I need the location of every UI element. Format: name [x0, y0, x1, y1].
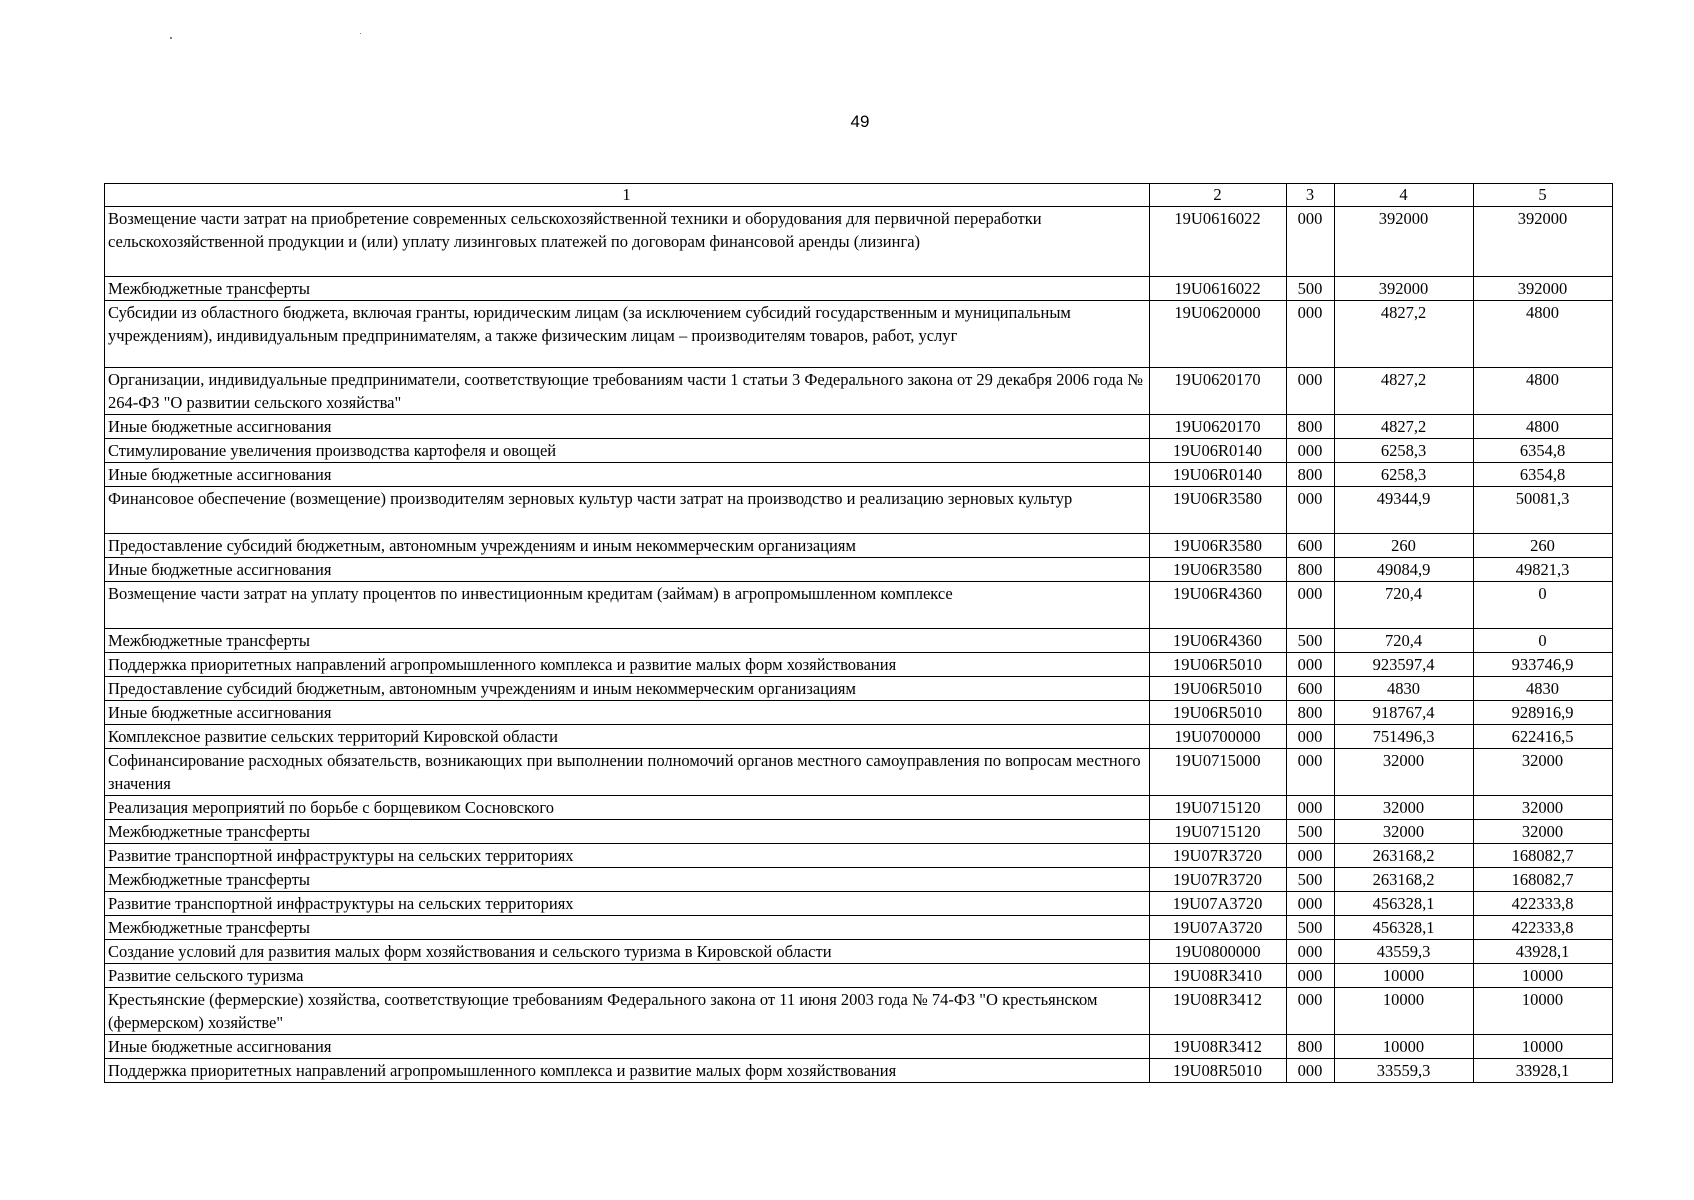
table-row [105, 487, 1613, 534]
table-row [105, 1059, 1613, 1083]
row-amount-1-cell: 43559,3 [1335, 940, 1474, 964]
row-amount-1-cell: 923597,4 [1335, 653, 1474, 677]
row-amount-2-cell: 928916,9 [1474, 701, 1613, 725]
row-amount-2-cell: 43928,1 [1474, 940, 1613, 964]
row-code-cell: 19U0620170 [1150, 368, 1287, 415]
table-row [105, 629, 1613, 653]
row-expense-type-cell: 000 [1287, 207, 1335, 277]
row-amount-1-cell: 260 [1335, 534, 1474, 558]
page-number: 49 [850, 112, 870, 131]
row-name-cell: Возмещение части затрат на приобретение современных сельскохозяйственной техники и оборудования для первичной переработки сельскохозяйственной продукции и (или) уплату лизинговых платежей по договорам финансовой аренды (лизинга) [105, 207, 1150, 277]
row-expense-type-cell: 000 [1287, 1059, 1335, 1083]
row-code-cell: 19U07A3720 [1150, 916, 1287, 940]
table-row [105, 725, 1613, 749]
row-amount-2-cell: 168082,7 [1474, 844, 1613, 868]
scan-speck [360, 33, 361, 34]
row-amount-2-cell: 392000 [1474, 277, 1613, 301]
row-amount-2-cell: 422333,8 [1474, 892, 1613, 916]
row-amount-1-cell: 392000 [1335, 207, 1474, 277]
row-amount-1-cell: 918767,4 [1335, 701, 1474, 725]
row-amount-1-cell: 720,4 [1335, 582, 1474, 629]
row-amount-1-cell: 49344,9 [1335, 487, 1474, 534]
row-name-cell: Иные бюджетные ассигнования [105, 415, 1150, 439]
header-col-5: 5 [1474, 184, 1613, 207]
row-name-cell: Межбюджетные трансферты [105, 868, 1150, 892]
table-row [105, 558, 1613, 582]
table-row [105, 207, 1613, 277]
row-expense-type-cell: 600 [1287, 677, 1335, 701]
row-expense-type-cell: 000 [1287, 964, 1335, 988]
table-row [105, 463, 1613, 487]
row-expense-type-cell: 000 [1287, 796, 1335, 820]
row-code-cell: 19U06R3580 [1150, 558, 1287, 582]
table-row [105, 964, 1613, 988]
table-row [105, 677, 1613, 701]
row-amount-1-cell: 10000 [1335, 1035, 1474, 1059]
row-amount-2-cell: 392000 [1474, 207, 1613, 277]
row-expense-type-cell: 600 [1287, 534, 1335, 558]
row-expense-type-cell: 500 [1287, 868, 1335, 892]
row-amount-1-cell: 456328,1 [1335, 892, 1474, 916]
table-row [105, 415, 1613, 439]
row-amount-1-cell: 49084,9 [1335, 558, 1474, 582]
table-row [105, 277, 1613, 301]
header-col-1: 1 [105, 184, 1150, 207]
row-expense-type-cell: 500 [1287, 629, 1335, 653]
row-amount-2-cell: 260 [1474, 534, 1613, 558]
row-code-cell: 19U0700000 [1150, 725, 1287, 749]
scan-speck [170, 37, 172, 39]
row-expense-type-cell: 000 [1287, 653, 1335, 677]
row-code-cell: 19U07R3720 [1150, 868, 1287, 892]
row-code-cell: 19U06R3580 [1150, 534, 1287, 558]
table-row [105, 940, 1613, 964]
row-amount-2-cell: 10000 [1474, 988, 1613, 1035]
row-amount-2-cell: 422333,8 [1474, 916, 1613, 940]
row-amount-1-cell: 4827,2 [1335, 415, 1474, 439]
row-name-cell: Предоставление субсидий бюджетным, автономным учреждениям и иным некоммерческим организациям [105, 534, 1150, 558]
row-amount-1-cell: 4830 [1335, 677, 1474, 701]
table-row [105, 868, 1613, 892]
row-amount-1-cell: 6258,3 [1335, 439, 1474, 463]
row-name-cell: Развитие транспортной инфраструктуры на сельских территориях [105, 844, 1150, 868]
table-row [105, 653, 1613, 677]
row-amount-1-cell: 263168,2 [1335, 844, 1474, 868]
row-expense-type-cell: 000 [1287, 988, 1335, 1035]
row-code-cell: 19U0620170 [1150, 415, 1287, 439]
row-code-cell: 19U0616022 [1150, 277, 1287, 301]
row-amount-1-cell: 6258,3 [1335, 463, 1474, 487]
row-amount-2-cell: 4830 [1474, 677, 1613, 701]
row-expense-type-cell: 000 [1287, 892, 1335, 916]
row-name-cell: Возмещение части затрат на уплату процентов по инвестиционным кредитам (займам) в агропромышленном комплексе [105, 582, 1150, 629]
row-amount-2-cell: 6354,8 [1474, 463, 1613, 487]
table-row [105, 988, 1613, 1035]
row-name-cell: Межбюджетные трансферты [105, 277, 1150, 301]
row-amount-1-cell: 10000 [1335, 988, 1474, 1035]
row-name-cell: Софинансирование расходных обязательств, возникающих при выполнении полномочий органов местного самоуправления по вопросам местного значения [105, 749, 1150, 796]
row-amount-2-cell: 49821,3 [1474, 558, 1613, 582]
row-name-cell: Комплексное развитие сельских территорий Кировской области [105, 725, 1150, 749]
row-amount-1-cell: 32000 [1335, 749, 1474, 796]
row-amount-2-cell: 168082,7 [1474, 868, 1613, 892]
row-code-cell: 19U06R0140 [1150, 439, 1287, 463]
row-expense-type-cell: 000 [1287, 439, 1335, 463]
row-code-cell: 19U06R4360 [1150, 582, 1287, 629]
row-expense-type-cell: 500 [1287, 820, 1335, 844]
row-code-cell: 19U0715120 [1150, 796, 1287, 820]
row-name-cell: Организации, индивидуальные предприниматели, соответствующие требованиям части 1 статьи 3 Федерального закона от 29 декабря 2006 года № 264-ФЗ "О развитии сельского хозяйства" [105, 368, 1150, 415]
row-code-cell: 19U0620000 [1150, 301, 1287, 368]
row-name-cell: Финансовое обеспечение (возмещение) производителям зерновых культур части затрат на производство и реализацию зерновых культур [105, 487, 1150, 534]
row-code-cell: 19U06R5010 [1150, 701, 1287, 725]
row-amount-1-cell: 456328,1 [1335, 916, 1474, 940]
row-amount-2-cell: 10000 [1474, 1035, 1613, 1059]
table-row [105, 301, 1613, 368]
row-expense-type-cell: 000 [1287, 749, 1335, 796]
row-name-cell: Субсидии из областного бюджета, включая гранты, юридическим лицам (за исключением субсидий государственным и муниципальным учреждениям), индивидуальным предпринимателям, а также физическим лицам – производителям товаров, работ, услуг [105, 301, 1150, 368]
row-code-cell: 19U0616022 [1150, 207, 1287, 277]
row-expense-type-cell: 000 [1287, 301, 1335, 368]
row-amount-2-cell: 33928,1 [1474, 1059, 1613, 1083]
row-amount-2-cell: 4800 [1474, 415, 1613, 439]
row-expense-type-cell: 000 [1287, 582, 1335, 629]
row-amount-1-cell: 10000 [1335, 964, 1474, 988]
row-expense-type-cell: 000 [1287, 940, 1335, 964]
row-amount-2-cell: 10000 [1474, 964, 1613, 988]
row-code-cell: 19U0800000 [1150, 940, 1287, 964]
row-amount-2-cell: 32000 [1474, 796, 1613, 820]
row-name-cell: Иные бюджетные ассигнования [105, 1035, 1150, 1059]
row-name-cell: Межбюджетные трансферты [105, 916, 1150, 940]
row-amount-2-cell: 0 [1474, 582, 1613, 629]
row-code-cell: 19U06R4360 [1150, 629, 1287, 653]
row-amount-2-cell: 4800 [1474, 301, 1613, 368]
row-name-cell: Межбюджетные трансферты [105, 629, 1150, 653]
row-amount-1-cell: 720,4 [1335, 629, 1474, 653]
row-expense-type-cell: 800 [1287, 558, 1335, 582]
row-code-cell: 19U07R3720 [1150, 844, 1287, 868]
row-expense-type-cell: 500 [1287, 277, 1335, 301]
row-amount-2-cell: 0 [1474, 629, 1613, 653]
row-name-cell: Крестьянские (фермерские) хозяйства, соответствующие требованиям Федерального закона от 11 июня 2003 года № 74-ФЗ "О крестьянском (фермерском) хозяйстве" [105, 988, 1150, 1035]
table-row [105, 796, 1613, 820]
row-amount-2-cell: 50081,3 [1474, 487, 1613, 534]
row-name-cell: Реализация мероприятий по борьбе с борщевиком Сосновского [105, 796, 1150, 820]
row-amount-2-cell: 32000 [1474, 820, 1613, 844]
row-name-cell: Иные бюджетные ассигнования [105, 463, 1150, 487]
row-code-cell: 19U06R3580 [1150, 487, 1287, 534]
row-expense-type-cell: 800 [1287, 701, 1335, 725]
row-code-cell: 19U07A3720 [1150, 892, 1287, 916]
row-amount-1-cell: 392000 [1335, 277, 1474, 301]
budget-table [104, 183, 1613, 1083]
row-amount-1-cell: 32000 [1335, 796, 1474, 820]
row-expense-type-cell: 000 [1287, 487, 1335, 534]
table-row [105, 534, 1613, 558]
table-row [105, 916, 1613, 940]
row-name-cell: Создание условий для развития малых форм хозяйствования и сельского туризма в Кировской области [105, 940, 1150, 964]
row-name-cell: Иные бюджетные ассигнования [105, 558, 1150, 582]
row-expense-type-cell: 000 [1287, 368, 1335, 415]
row-amount-1-cell: 32000 [1335, 820, 1474, 844]
table-row [105, 1035, 1613, 1059]
row-code-cell: 19U06R0140 [1150, 463, 1287, 487]
table-row [105, 701, 1613, 725]
row-amount-1-cell: 4827,2 [1335, 368, 1474, 415]
row-code-cell: 19U08R3412 [1150, 1035, 1287, 1059]
row-name-cell: Развитие транспортной инфраструктуры на сельских территориях [105, 892, 1150, 916]
row-name-cell: Развитие сельского туризма [105, 964, 1150, 988]
table-row [105, 439, 1613, 463]
row-name-cell: Поддержка приоритетных направлений агропромышленного комплекса и развитие малых форм хозяйствования [105, 653, 1150, 677]
row-expense-type-cell: 800 [1287, 1035, 1335, 1059]
table-row [105, 844, 1613, 868]
row-expense-type-cell: 800 [1287, 415, 1335, 439]
row-code-cell: 19U08R3412 [1150, 988, 1287, 1035]
row-code-cell: 19U08R5010 [1150, 1059, 1287, 1083]
row-amount-1-cell: 4827,2 [1335, 301, 1474, 368]
row-amount-2-cell: 6354,8 [1474, 439, 1613, 463]
row-expense-type-cell: 000 [1287, 725, 1335, 749]
header-col-4: 4 [1335, 184, 1474, 207]
row-code-cell: 19U08R3410 [1150, 964, 1287, 988]
row-code-cell: 19U0715120 [1150, 820, 1287, 844]
row-amount-2-cell: 32000 [1474, 749, 1613, 796]
row-expense-type-cell: 000 [1287, 844, 1335, 868]
row-amount-1-cell: 751496,3 [1335, 725, 1474, 749]
row-name-cell: Иные бюджетные ассигнования [105, 701, 1150, 725]
table-row [105, 820, 1613, 844]
row-name-cell: Стимулирование увеличения производства картофеля и овощей [105, 439, 1150, 463]
header-col-2: 2 [1150, 184, 1287, 207]
row-amount-1-cell: 263168,2 [1335, 868, 1474, 892]
header-col-3: 3 [1287, 184, 1335, 207]
table-row [105, 582, 1613, 629]
table-row [105, 892, 1613, 916]
row-amount-2-cell: 4800 [1474, 368, 1613, 415]
row-amount-2-cell: 622416,5 [1474, 725, 1613, 749]
row-expense-type-cell: 800 [1287, 463, 1335, 487]
row-code-cell: 19U06R5010 [1150, 677, 1287, 701]
table-header-row [105, 184, 1613, 207]
row-expense-type-cell: 500 [1287, 916, 1335, 940]
row-amount-2-cell: 933746,9 [1474, 653, 1613, 677]
row-amount-1-cell: 33559,3 [1335, 1059, 1474, 1083]
row-code-cell: 19U0715000 [1150, 749, 1287, 796]
row-name-cell: Поддержка приоритетных направлений агропромышленного комплекса и развитие малых форм хозяйствования [105, 1059, 1150, 1083]
table-row [105, 749, 1613, 796]
row-name-cell: Межбюджетные трансферты [105, 820, 1150, 844]
row-name-cell: Предоставление субсидий бюджетным, автономным учреждениям и иным некоммерческим организациям [105, 677, 1150, 701]
table-row [105, 368, 1613, 415]
row-code-cell: 19U06R5010 [1150, 653, 1287, 677]
